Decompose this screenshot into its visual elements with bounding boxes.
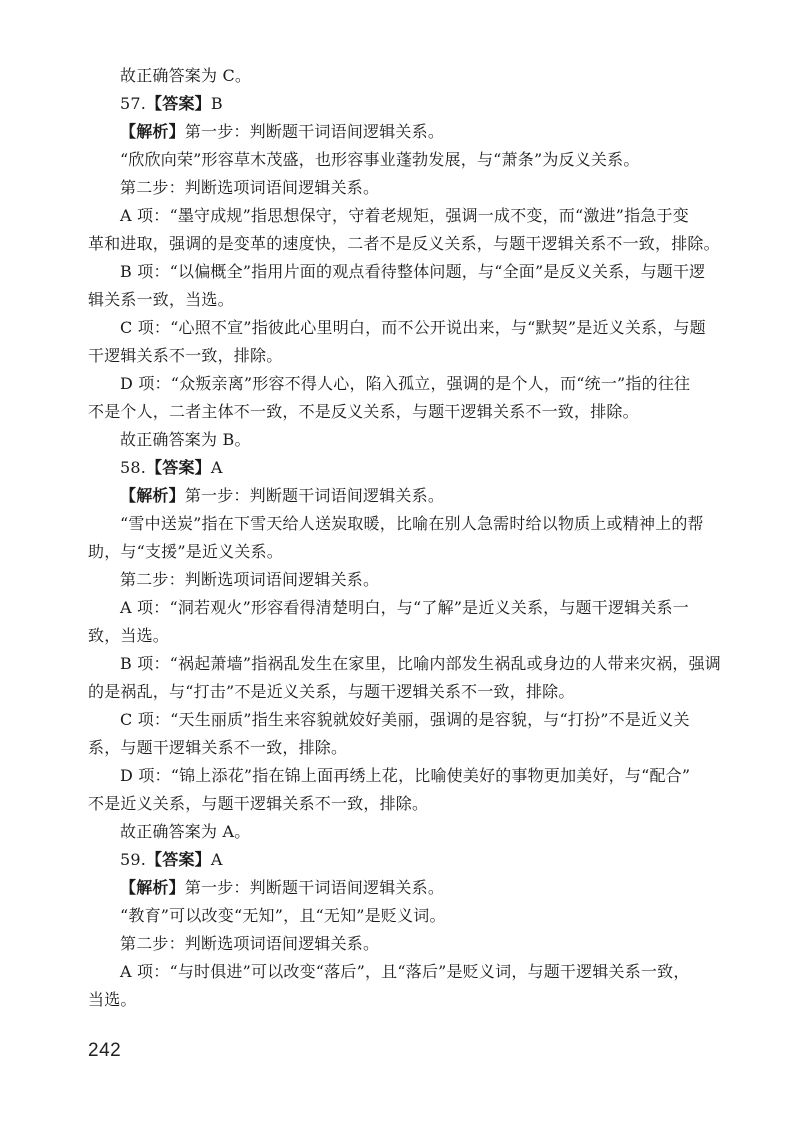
text-line: 不是近义关系，与题干逻辑关系不一致，排除。 bbox=[88, 794, 429, 813]
text-line: 系，与题干逻辑关系不一致，排除。 bbox=[88, 738, 348, 757]
text-line: C 项：“天生丽质”指生来容貌就姣好美丽，强调的是容貌，与“打扮”不是近义关 bbox=[120, 710, 690, 729]
text-line: 革和进取，强调的是变革的速度快，二者不是反义关系，与题干逻辑关系不一致，排除。 bbox=[88, 234, 720, 253]
analysis-heading: 【解析】第一步：判断题干词语间逻辑关系。 bbox=[120, 486, 445, 505]
text-line: B 项：“祸起萧墙”指祸乱发生在家里，比喻内部发生祸乱或身边的人带来灾祸，强调 bbox=[120, 654, 722, 673]
text-line: 的是祸乱，与“打击”不是近义关系，与题干逻辑关系不一致，排除。 bbox=[88, 682, 575, 701]
text-line: 致，当选。 bbox=[88, 626, 170, 645]
text-line: D 项：“众叛亲离”形容不得人心，陷入孤立，强调的是个人，而“统一”指的往往 bbox=[120, 374, 691, 393]
page-number: 242 bbox=[88, 1040, 122, 1061]
text-line: A 项：“与时俱进”可以改变“落后”，且“落后”是贬义词，与题干逻辑关系一致， bbox=[120, 962, 690, 981]
text-line: “雪中送炭”指在下雪天给人送炭取暖，比喻在别人急需时给以物质上或精神上的帮 bbox=[120, 514, 704, 533]
text-line: 当选。 bbox=[88, 990, 137, 1009]
text-line: A 项：“墨守成规”指思想保守，守着老规矩，强调一成不变，而“激进”指急于变 bbox=[120, 206, 689, 225]
text-line: 助，与“支援”是近义关系。 bbox=[88, 542, 283, 561]
analysis-heading: 【解析】第一步：判断题干词语间逻辑关系。 bbox=[120, 878, 445, 897]
text-line: 第二步：判断选项词语间逻辑关系。 bbox=[120, 178, 380, 197]
text-line: 故正确答案为 C。 bbox=[120, 66, 252, 85]
text-line: 辑关系一致，当选。 bbox=[88, 290, 234, 309]
text-line: 不是个人，二者主体不一致，不是反义关系，与题干逻辑关系不一致，排除。 bbox=[88, 402, 639, 421]
text-line: C 项：“心照不宣”指彼此心里明白，而不公开说出来，与“默契”是近义关系，与题 bbox=[120, 318, 706, 337]
answer-heading-59: 59.【答案】A bbox=[120, 850, 223, 869]
answer-heading-58: 58.【答案】A bbox=[120, 458, 223, 477]
text-line: “欣欣向荣”形容草木茂盛，也形容事业蓬勃发展，与“萧条”为反义关系。 bbox=[120, 150, 640, 169]
text-line: 第二步：判断选项词语间逻辑关系。 bbox=[120, 934, 380, 953]
text-line: 干逻辑关系不一致，排除。 bbox=[88, 346, 283, 365]
text-line: D 项：“锦上添花”指在锦上面再绣上花，比喻使美好的事物更加美好，与“配合” bbox=[120, 766, 691, 785]
text-line: 第二步：判断选项词语间逻辑关系。 bbox=[120, 570, 380, 589]
text-line: 故正确答案为 B。 bbox=[120, 430, 251, 449]
answer-explanations bbox=[88, 62, 728, 1014]
text-line: “教育”可以改变“无知”，且“无知”是贬义词。 bbox=[120, 906, 446, 925]
answer-heading-57: 57.【答案】B bbox=[120, 94, 223, 113]
text-line: 故正确答案为 A。 bbox=[120, 822, 251, 841]
analysis-heading: 【解析】第一步：判断题干词语间逻辑关系。 bbox=[120, 122, 445, 141]
text-line: B 项：“以偏概全”指用片面的观点看待整体问题，与“全面”是反义关系，与题干逻 bbox=[120, 262, 706, 281]
text-line: A 项：“洞若观火”形容看得清楚明白，与“了解”是近义关系，与题干逻辑关系一 bbox=[120, 598, 689, 617]
